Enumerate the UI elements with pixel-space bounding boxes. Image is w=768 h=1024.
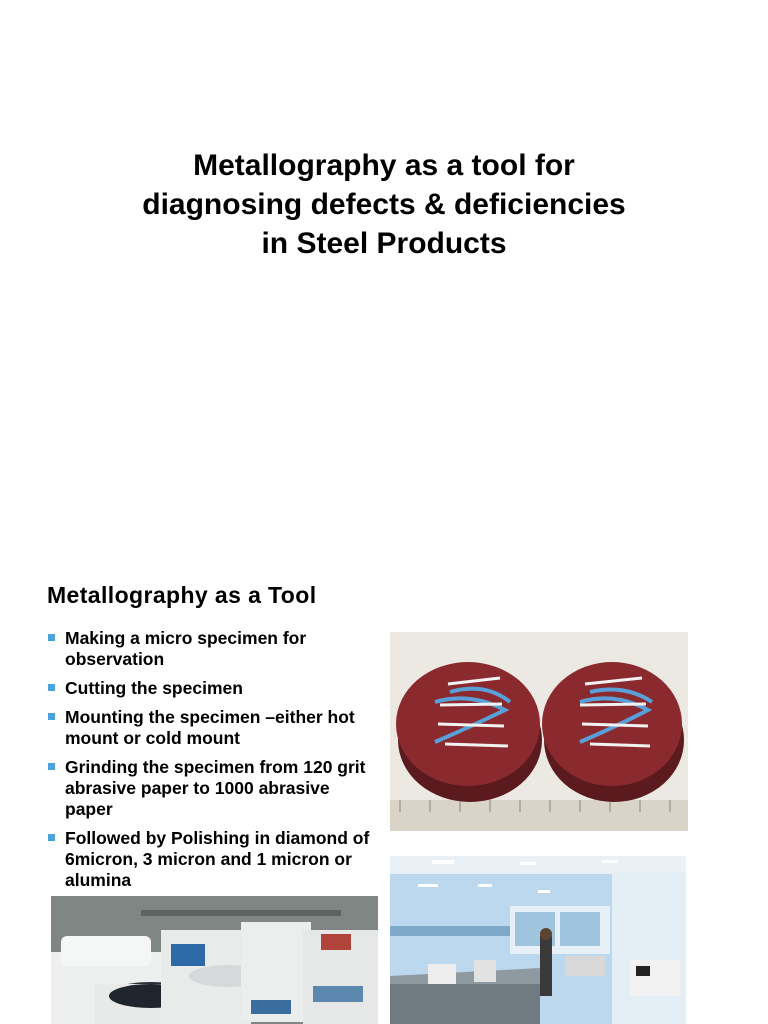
bullet-item: Followed by Polishing in diamond of 6micron, 3 micron and 1 micron or alumina: [47, 828, 382, 891]
bullet-item: Making a micro specimen for observation: [47, 628, 382, 670]
bullet-square-icon: [48, 713, 55, 720]
title-line-2: diagnosing defects & deficiencies: [142, 188, 626, 221]
bullet-square-icon: [48, 634, 55, 641]
bullet-list: [47, 628, 382, 899]
metallography-lab-photo: [390, 856, 686, 1024]
slide-metallography-tool: [0, 560, 768, 1024]
bullet-square-icon: [48, 763, 55, 770]
bullet-square-icon: [48, 834, 55, 841]
bullet-item: Grinding the specimen from 120 grit abrasive paper to 1000 abrasive paper: [47, 757, 382, 820]
mounted-specimens-photo: [390, 632, 688, 831]
polishing-machines-photo: [51, 896, 378, 1024]
bullet-item: Cutting the specimen: [47, 678, 382, 699]
title-line-3: in Steel Products: [261, 227, 507, 260]
bullet-item: Mounting the specimen –either hot mount or cold mount: [47, 707, 382, 749]
slide-title-heading: [64, 146, 704, 263]
slide-heading: Metallography as a Tool: [47, 582, 317, 608]
bullet-square-icon: [48, 684, 55, 691]
title-line-1: Metallography as a tool for: [193, 149, 575, 182]
